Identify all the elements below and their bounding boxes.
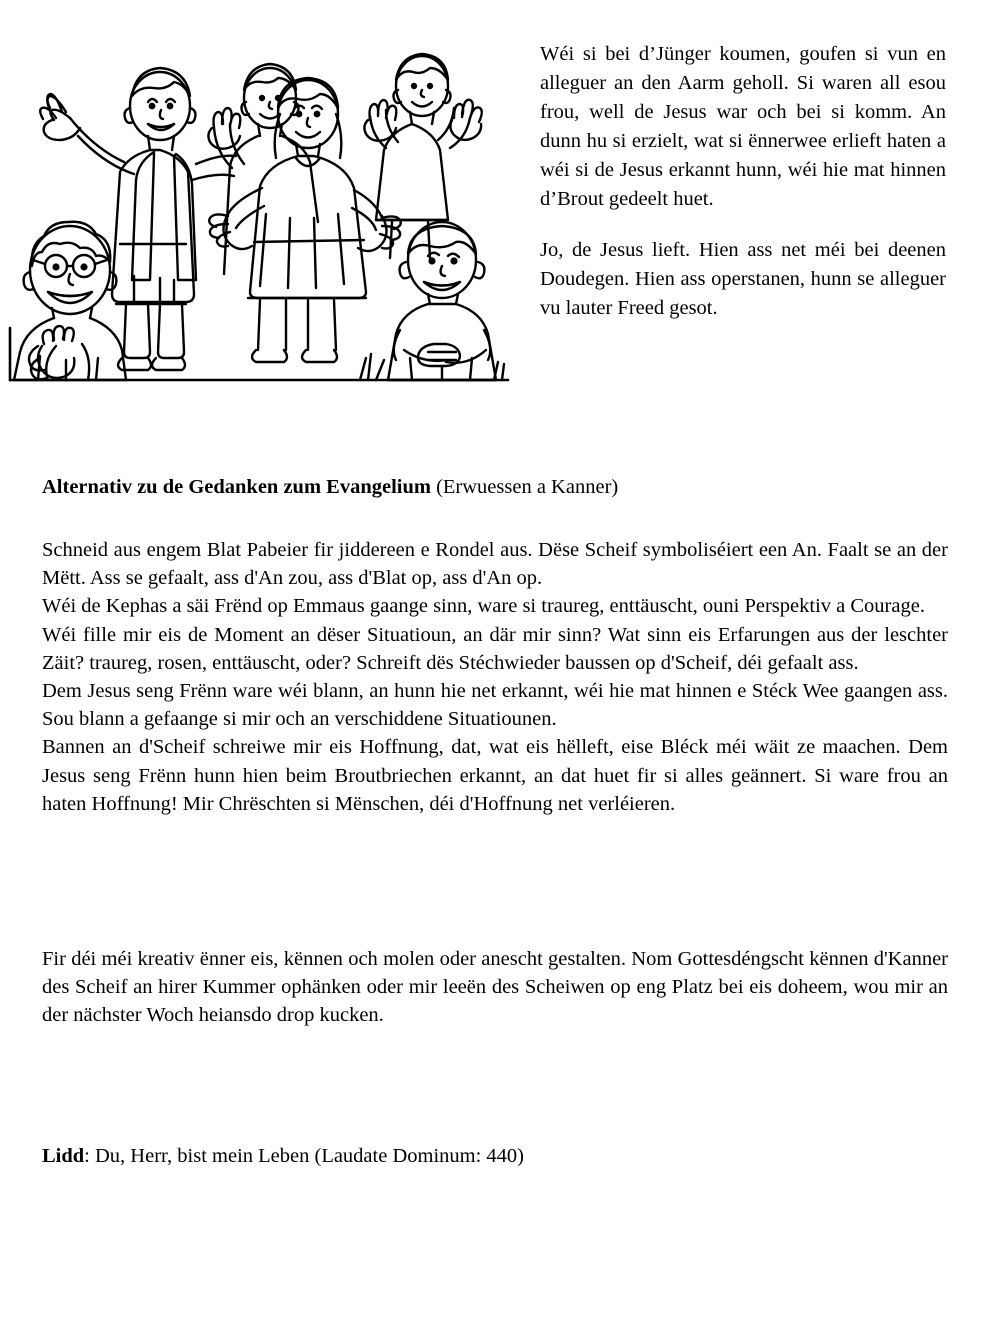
- body-line-3: Wéi fille mir eis de Moment an dëser Situatioun, an där mir sinn? Wat sinn eis Erfarungen aus der leschter Zäit? traureg, rosen, enttäuscht, oder? Schreift dës Stéchwieder baussen op d'Scheif, déi gefaalt ass.: [42, 623, 948, 674]
- emmaus-illustration: [8, 28, 513, 408]
- lidd-label: Lidd: [42, 1145, 85, 1167]
- intro-paragraph-2: Jo, de Jesus lieft. Hien ass net méi bei deenen Doudegen. Hien ass operstanen, hunn se alleguer vu lauter Freed gesot.: [540, 239, 946, 319]
- body-line-2: Wéi de Kephas a säi Frënd op Emmaus gaange sinn, ware si traureg, enttäuscht, ouni Perspektiv a Courage.: [42, 595, 925, 618]
- body-text-block: [42, 536, 948, 818]
- intro-paragraph-1: Wéi si bei d’Jünger koumen, goufen si vun en alleguer an den Aarm geholl. Si waren all esou frou, well de Jesus war och bei si komm. An dunn hu si erzielt, wat si ënnerwee erlieft haten a wéi si de Jesus erkannt hunn, wéi hie mat hinnen d’Brout gedeelt huet.: [540, 43, 946, 210]
- alternativ-heading-subtitle: (Erwuessen a Kanner): [430, 476, 619, 498]
- closing-text-block: [42, 945, 948, 1030]
- intro-text-column: [540, 40, 946, 323]
- lidd-line: [42, 1142, 948, 1170]
- body-line-5: Bannen an d'Scheif schreiwe mir eis Hoffnung, dat, wat eis hëlleft, eise Bléck méi wäit ze maachen. Dem Jesus seng Frënn hunn hien beim Broutbriechen erkannt, an dat huet fir si alles geännert. Si ware frou an haten Hoffnung! Mir Chrëschten si Mënschen, déi d'Hoffnung net verléieren.: [42, 736, 948, 815]
- alternativ-heading-title: Alternativ zu de Gedanken zum Evangelium: [42, 476, 431, 498]
- closing-paragraph: Fir déi méi kreativ ënner eis, kënnen och molen oder anescht gestalten. Nom Gottesdéngscht kënnen d'Kanner des Scheif an hirer Kummer ophänken oder mir leeën des Scheiwen op eng Platz bei eis doheem, wou mir an der nächster Woch heiansdo drop kucken.: [42, 948, 948, 1027]
- alternativ-heading: [42, 473, 942, 501]
- top-section: [0, 18, 1000, 408]
- lidd-text: : Du, Herr, bist mein Leben (Laudate Dominum: 440): [84, 1145, 524, 1167]
- body-line-4: Dem Jesus seng Frënn ware wéi blann, an hunn hie net erkannt, wéi hie mat hinnen e Stéck Wee gaangen ass. Sou blann a gefaange si mir och an verschiddene Situatiounen.: [42, 680, 948, 731]
- body-line-1: Schneid aus engem Blat Pabeier fir jiddereen e Rondel aus. Dëse Scheif symboliséiert een An. Faalt se an der Mëtt. Ass se gefaalt, ass d'An zou, ass d'Blat op, ass d'An op.: [42, 539, 948, 590]
